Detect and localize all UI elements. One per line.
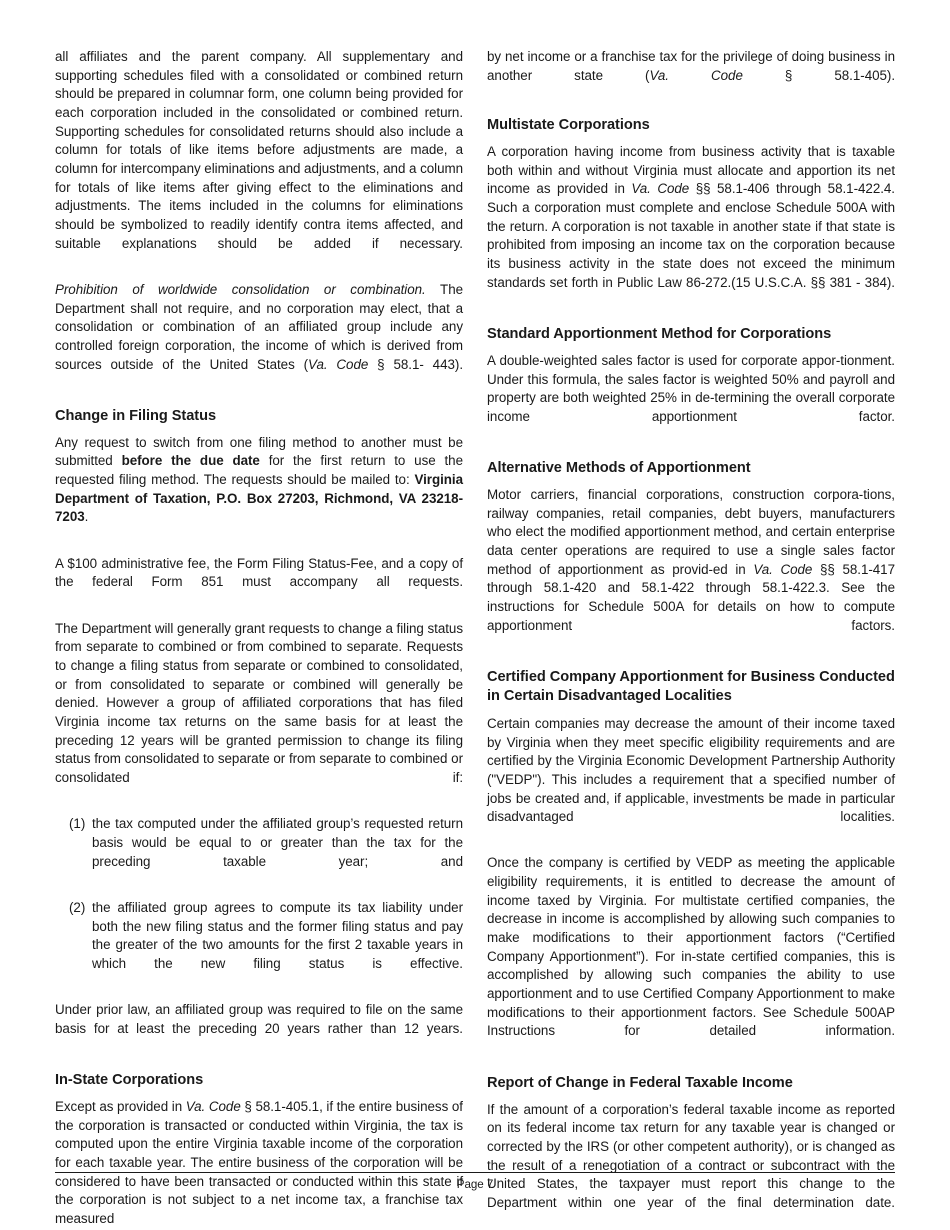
va-code-citation-italic: Va. Code — [308, 356, 369, 372]
multistate-part-b: §§ 58.1-406 through 58.1-422.4. Such a corporation must complete and enclose Schedule 500A with the return. A corporation is not taxable in another state if that state is prohibited from imposing an income tax on the corporation because its business activity in the state does not exceed the minimum standards set forth in Public Law 86-272.(15 U.S.C.A. §§ 381 - 384). — [487, 181, 895, 290]
list-item — [55, 815, 463, 890]
paragraph-prior-law: Under prior law, an affiliated group was required to file on the same basis for at least the preceding 20 years rather than 12 years. — [55, 1002, 463, 1036]
right-column — [487, 48, 895, 1230]
paragraph-switch-filing-method — [55, 434, 463, 546]
paragraph-department-grant-requests: The Department will generally grant requests to change a filing status from separate to combined or from combined to separate. Requests to change a filing status from separate or combined to consolidated, or from consolidated to separate or combined will generally be denied. However a group of affiliated corporations that has filed Virginia income tax returns on the same basis for at least the preceding 12 years will be granted permission to change its filing status from consolidated to separate or from separate to combined or consolidated if: — [55, 620, 463, 785]
mailing-address-bold: Virginia Department of Taxation, P.O. Box 27203, Richmond, VA 23218-7203 — [55, 472, 463, 525]
franchise-part-b: § 58.1-405). — [742, 67, 896, 83]
paragraph-franchise-tax-continued — [487, 48, 895, 104]
heading-multistate-corporations: Multistate Corporations — [487, 116, 650, 133]
paragraph-alternative-methods — [487, 486, 895, 654]
heading-certified-company-apportionment — [487, 668, 895, 707]
left-column — [55, 48, 463, 1230]
filing-status-conditions-list — [55, 815, 463, 992]
va-code-citation-italic: Va. Code — [649, 67, 743, 83]
page-footer — [55, 1172, 895, 1192]
instate-part-b: § 58.1-405.1, if the entire business of the corporation is transacted or conducted within Virginia, the tax is computed upon the entire Virginia taxable income of the corporation for each taxable year. The entire business of the corporation will be considered to have been transacted or conducted within this state if the corporation is not subject to a net income tax, a franchise tax measured — [55, 1099, 463, 1227]
paragraph-multistate-corporations — [487, 143, 895, 311]
prohibition-rest-a: The Department shall not require, and no corporation may elect, that a consolidation or combination of an affiliated group include any controlled foreign corporation, the income of which is derived from sources outside of the United States ( — [55, 281, 464, 372]
va-code-citation-italic: Va. Code — [185, 1099, 241, 1115]
switch-part-a: Any request to switch from one filing method to another must be submitted — [55, 434, 463, 469]
paragraph-in-state-corporations — [55, 1098, 463, 1230]
paragraph-affiliates-continued: all affiliates and the parent company. All supplementary and supporting schedules filed with a consolidated or combined return should be prepared in columnar form, one column being provided for each corporation included in the consolidated or combined return. Supporting schedules for consolidated returns should also include a column for totals of like items before adjustments are made, a column for intercompany eliminations and adjustments, and a column for totals of like items after giving effect to the eliminations and adjustments. The items included in the columns for eliminations should be symbolized to readily identify contra items affected, and suitable explanations should be added if necessary. — [55, 49, 463, 251]
paragraph-administrative-fee: A $100 administrative fee, the Form Filing Status-Fee, and a copy of the federal Form 851 must accompany all requests. — [55, 555, 463, 590]
paragraph-report-of-change: If the amount of a corporation’s federal taxable income as reported on its federal income tax return for any taxable year is changed or corrected by the IRS (or other competent authority), or is changed as the result of a renegotiation of a contract or subcontract with the United States, the taxpayer must report this change to the Department within one year of the final determination date. — [487, 1101, 895, 1210]
certified-heading-line-1: Certified Company Apportionment for Business — [487, 669, 816, 686]
alternative-part-b: §§ 58.1-417 through 58.1-420 and 58.1-422 through 58.1-422.3. See the instructions for Schedule 500A for details on how to compute apportionment factors. — [487, 561, 895, 633]
instate-part-a: Except as provided in — [55, 1099, 186, 1115]
before-due-date-bold: before the due date — [121, 453, 260, 469]
two-column-layout — [55, 48, 895, 1230]
list-item-text: the affiliated group agrees to compute its tax liability under both the new filing status and the former filing status and pay the greater of the two amounts for the first 2 taxable years in which the new filing status is effective. — [92, 899, 463, 971]
paragraph-certified-companies-decrease: Once the company is certified by VEDP as meeting the applicable eligibility requirements, it is entitled to decrease the amount of income taxed by Virginia. For multistate certified companies, the decrease in income is accomplished by allowing such companies to make modifications to their apportionment factors (“Certified Company Apportionment”). For in-state certified companies, this is accomplished by allowing such companies the ability to use apportionment and to use Certified Company Apportionment to make modifications to their apportionment factors. See Schedule 500AP Instructions for detailed information. — [487, 855, 895, 1039]
switch-part-b: for the first return to use the requested filing method. The requests should be mailed to: — [55, 453, 463, 488]
va-code-citation-italic: Va. Code — [753, 561, 813, 577]
franchise-part-a: by net income or a franchise tax for the privilege of doing business in another state ( — [487, 49, 895, 83]
heading-alternative-methods-apportionment: Alternative Methods of Apportionment — [487, 460, 751, 477]
list-item-text: the tax computed under the affiliated group’s requested return basis would be equal to or greater than the tax for the preceding taxable year; and — [92, 816, 463, 869]
list-item-marker: (2) — [69, 899, 86, 915]
heading-report-of-change-federal-taxable-income: Report of Change in Federal Taxable Income — [487, 1074, 793, 1091]
paragraph-certified-companies-eligibility: Certain companies may decrease the amount of their income taxed by Virginia when they meet specific eligibility requirements and are certified by the Virginia Economic Development Partnership Authority ("VEDP"). This includes a requirement that a specified number of jobs be created and, if applicable, investments be made in particular disadvantaged localities. — [487, 715, 895, 825]
heading-change-in-filing-status: Change in Filing Status — [55, 407, 217, 424]
prohibition-rest-b: § 58.1- 443). — [368, 356, 464, 372]
va-code-citation-italic: Va. Code — [631, 181, 690, 197]
heading-standard-apportionment-method: Standard Apportionment Method for Corporations — [487, 325, 832, 342]
page-number: Page 7 — [456, 1178, 494, 1191]
certified-heading-line-2: Conducted in Certain Disadvantaged Localities — [487, 669, 895, 705]
paragraph-prohibition-worldwide — [55, 281, 463, 393]
list-item — [55, 899, 463, 992]
alternative-part-a: Motor carriers, financial corporations, construction corpora-tions, railway companies, retail companies, debt buyers, manufacturers who elect the modified apportionment method, and certain enterprise data center operations are required to use a single sales factor method of apportionment as provid-ed in — [487, 487, 895, 577]
prohibition-lead-italic: Prohibition of worldwide consolidation or combination. — [55, 281, 426, 297]
multistate-part-a: A corporation having income from business activity that is taxable both within and without Virginia must allocate and apportion its net income as provided in — [487, 143, 895, 197]
heading-in-state-corporations: In-State Corporations — [55, 1072, 204, 1089]
list-item-marker: (1) — [69, 816, 86, 832]
footer-divider-rule — [55, 1172, 895, 1173]
switch-part-c: . — [84, 509, 89, 525]
paragraph-standard-apportionment: A double-weighted sales factor is used for corporate appor-tionment. Under this formula, the sales factor is weighted 50% and payroll and property are both weighted 25% in de-termining the overall corporate income apportionment factor. — [487, 352, 895, 424]
